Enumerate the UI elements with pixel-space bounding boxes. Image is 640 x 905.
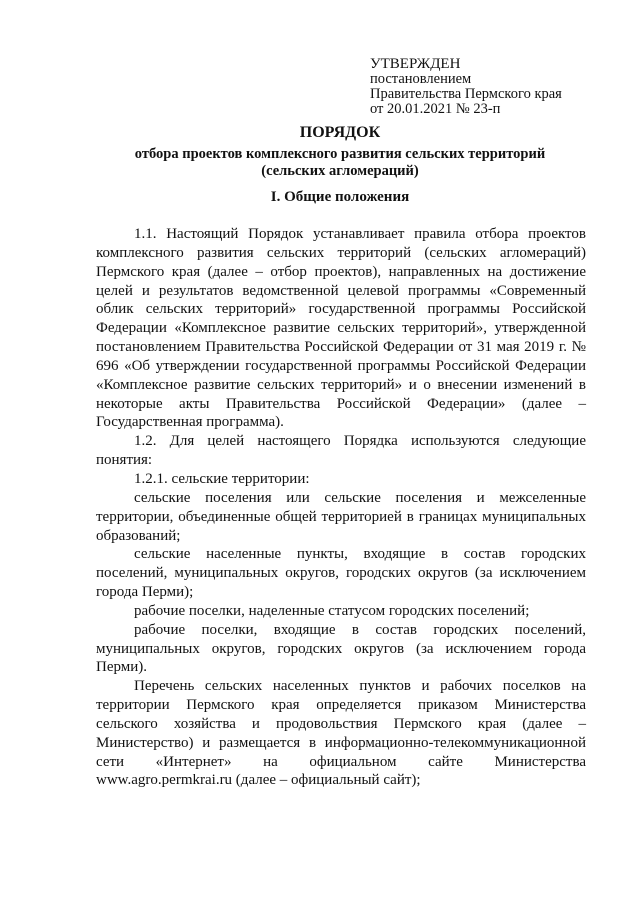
approval-date-line: от 20.01.2021 № 23-п [370,101,501,117]
paragraph: 1.2. Для целей настоящего Порядка используются следующие понятия: [96,433,586,469]
paragraph: 1.1. Настоящий Порядок устанавливает правила отбора проектов комплексного развития сельских территорий (сельских агломераций) Пермского края (далее – отбор проектов), направленных на достижение целей и результатов ведомственной целевой программы «Современный облик сельских территорий» государственной программы Российской Федерации «Комплексное развитие сельских территорий», утвержденной постановлением Правительства Российской Федерации от 31 мая 2019 г. № 696 «Об утверждении государственной программы Российской Федерации «Комплексное развитие сельских территорий» и о внесении изменений в некоторые акты Правительства Российской Федерации» (далее – Государственная программа). [96,226,586,431]
approval-stamp [370,56,562,117]
paragraph: сельские поселения или сельские поселения и межселенные территории, объединенные общей территорией в границах муниципальных образований; [96,489,586,544]
approval-heading: УТВЕРЖДЕН [370,56,461,72]
paragraph: 1.2.1. сельские территории: [134,470,310,487]
section-heading: I. Общие положения [270,189,410,205]
paragraph: Перечень сельских населенных пунктов и рабочих поселков на территории Пермского края определяется приказом Министерства сельского хозяйства и продовольствия Пермского края (далее – Министерство) и размещается в информационно-телекоммуникационной сети «Интернет» на официальном сайте Министерства www.agro.permkrai.ru (далее – официальный сайт); [96,678,586,789]
document-subtitle-line: (сельских агломераций) [261,163,419,179]
document-title: ПОРЯДОК [299,124,381,141]
paragraph: сельские населенные пункты, входящие в состав городских поселений, муниципальных округов, городских округов (за исключением города Перми); [96,546,586,601]
document-subtitle-line: отбора проектов комплексного развития сельских территорий [134,146,546,162]
document-body [96,225,586,790]
approval-line: Правительства Пермского края [370,86,562,102]
approval-line: постановлением [370,71,472,87]
title-block [0,124,640,180]
paragraph: рабочие поселки, входящие в состав городских поселений, муниципальных округов, городских округов (за исключением города Перми). [96,621,586,676]
paragraph: рабочие поселки, наделенные статусом городских поселений; [134,602,530,619]
